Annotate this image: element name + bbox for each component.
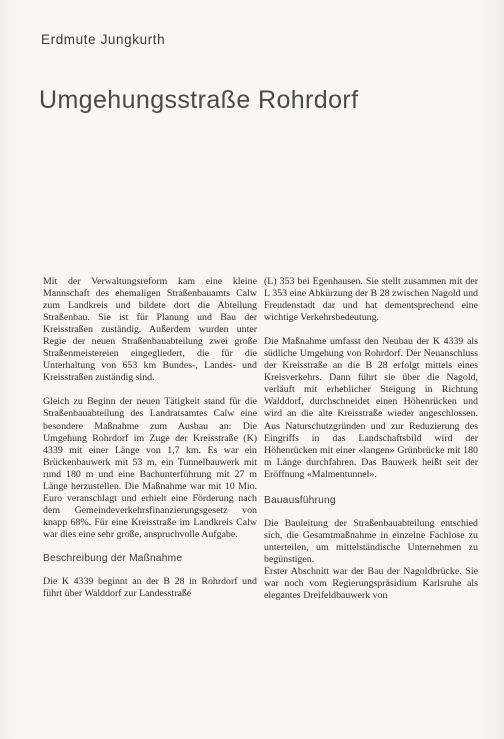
paragraph-route: Die K 4339 beginnt an der B 28 in Rohrdorf und führt über Walddorf zur Landesstraße [43,576,257,600]
author-name: Erdmute Jungkurth [41,32,166,47]
paragraph-construction-management: Die Bauleitung der Straßenbauabteilung entschied sich, die Gesamtmaßnahme in einzelne Fachlose zu unterteilen, um mittelständische Unternehmen zu begünstigen. [264,517,478,565]
article-title: Umgehungsstraße Rohrdorf [39,86,359,114]
left-column [43,276,257,600]
paragraph-measure: Die Maßnahme umfasst den Neubau der K 4339 als südliche Umgehung von Rohrdorf. Der Neuanschluss der Kreisstraße an die B 28 erfolgt mittels eines Kreisverkehrs. Dann führt sie über die Nagold, verläuft mit erheblicher Steigung in Richtung Walddorf, durchschneidet einen Höhenrücken und wird an die alte Kreisstraße wieder angeschlossen. Aus Naturschutzgründen und zur Reduzierung des Eingriffs in das Landschaftsbild wird der Höhenrücken mit einer «langen» Grünbrücke mit 180 m Länge durchfahren. Das Bauwerk heißt seit der Eröffnung «Malmentunnel». [264,336,478,480]
paragraph-project: Gleich zu Beginn der neuen Tätigkeit stand für die Straßenbauabteilung des Landratsamtes Calw eine besondere Maßnahme zum Ausbau an: Die Umgehung Rohrdorf im Zuge der Kreisstraße (K) 4339 mit einer Länge von 1,7 km. Es war ein Brückenbauwerk mit 53 m, ein Tunnelbauwerk mit rund 180 m und eine Bachunterführung mit 27 m Länge herzustellen. Die Maßnahme war mit 10 Mio. Euro veranschlagt und erhielt eine Förderung nach dem Gemeindeverkehrsfinanzierungsgesetz von knapp 68%. Für eine Kreisstraße im Landkreis Calw war dies eine sehr große, anspruchvolle Aufgabe. [43,396,257,540]
paragraph-bridge: Erster Abschnitt war der Bau der Nagoldbrücke. Sie war noch vom Regierungspräsidium Karlsruhe als elegantes Dreifeldbauwerk von [264,565,478,602]
section-heading-construction: Bauausführung [264,494,336,506]
paragraph-intro: Mit der Verwaltungsreform kam eine kleine Mannschaft des ehemaligen Straßenbauamts Calw zum Landkreis und bildete dort die Abteilung Straßenbau. Sie ist für Planung und Bau der Kreisstraßen zuständig. Außerdem wurden unter Regie der neuen Straßenbauabteilung zwei große Straßenmeistereien eingegliedert, die für die Unterhaltung von 653 km Bundes-, Landes- und Kreisstraßen zuständig sind. [43,276,257,384]
right-column [264,276,478,602]
section-heading-description: Beschreibung der Maßnahme [43,552,183,564]
paragraph-route-continued: (L) 353 bei Egenhausen. Sie stellt zusammen mit der L 353 eine Abkürzung der B 28 zwischen Nagold und Freudenstadt dar und hat dementsprechend eine wichtige Verkehrsbedeutung. [264,276,478,324]
